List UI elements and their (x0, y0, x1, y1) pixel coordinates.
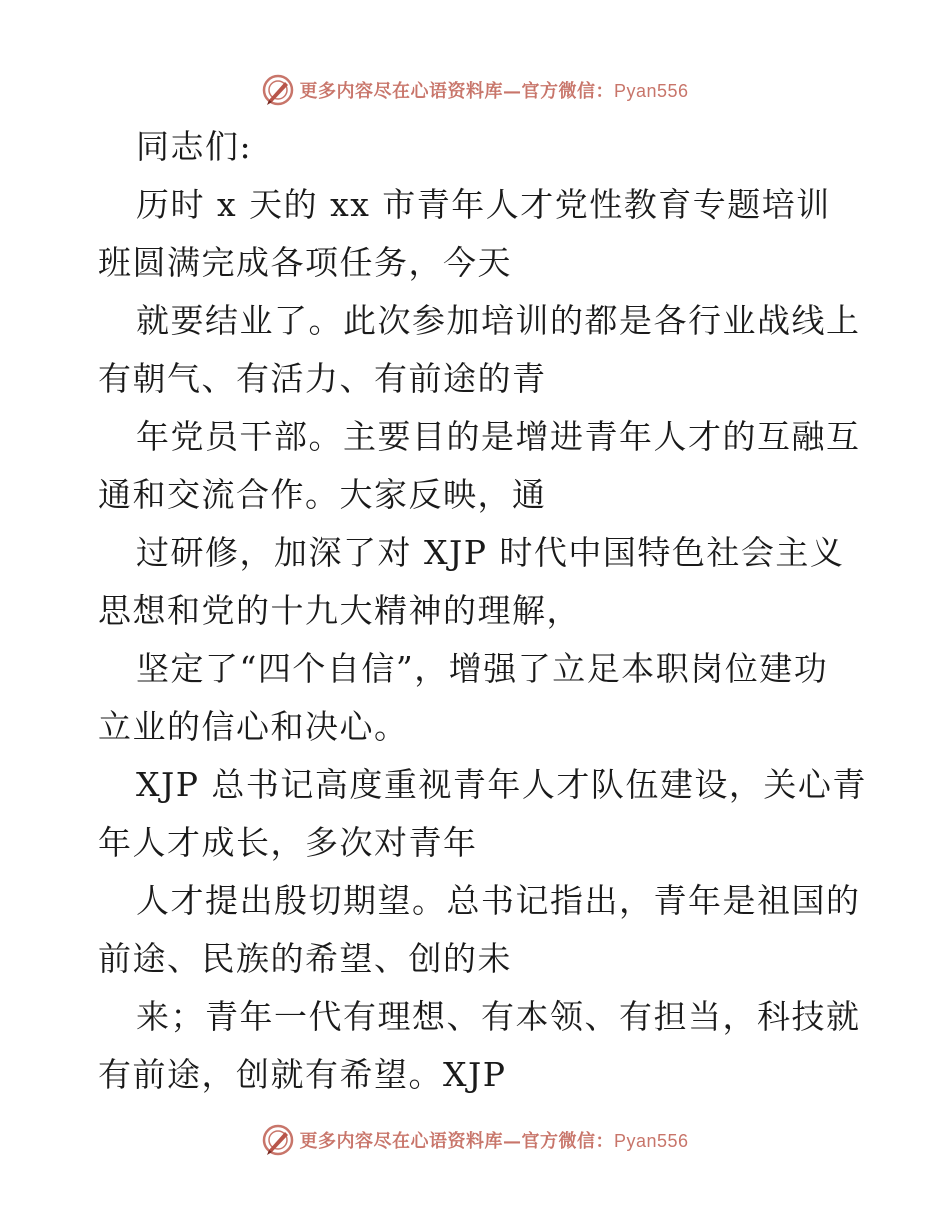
pen-logo-icon (261, 73, 295, 107)
text-line: 班圆满完成各项任务，今天 (98, 243, 512, 282)
document-body (98, 118, 867, 1104)
text-line: XJP 总书记高度重视青年人才队伍建设，关心青 (136, 765, 867, 804)
header-brand-text: 更多内容尽在心语资料库—官方微信：Pyan556 (299, 81, 689, 102)
text-line: 年人才成长，多次对青年 (98, 823, 478, 862)
text-line: 坚定了“四个自信”，增强了立足本职岗位建功 (136, 649, 829, 688)
pen-logo-icon (261, 1123, 295, 1157)
text-line: 来；青年一代有理想、有本领、有担当，科技就 (136, 997, 861, 1036)
page-footer (0, 1120, 950, 1160)
footer-wechat-id: Pyan556 (613, 1131, 689, 1151)
text-line: 通和交流合作。大家反映，通 (98, 475, 547, 514)
footer-brand-text: 更多内容尽在心语资料库—官方微信：Pyan556 (299, 1131, 689, 1152)
header-wechat-id: Pyan556 (613, 81, 689, 101)
text-line: 历时 x 天的 xx 市青年人才党性教育专题培训 (136, 185, 831, 224)
text-line: 前途、民族的希望、创的未 (98, 939, 512, 978)
text-line: 过研修，加深了对 XJP 时代中国特色社会主义 (136, 533, 845, 572)
text-line: 立业的信心和决心。 (98, 707, 409, 746)
text-line: 人才提出殷切期望。总书记指出，青年是祖国的 (136, 881, 861, 920)
text-line: 同志们: (136, 127, 253, 166)
text-line: 有前途，创就有希望。XJP (98, 1055, 507, 1094)
page-header (0, 70, 950, 110)
text-line: 有朝气、有活力、有前途的青 (98, 359, 547, 398)
text-line: 思想和党的十九大精神的理解， (98, 591, 581, 630)
text-line: 年党员干部。主要目的是增进青年人才的互融互 (136, 417, 861, 456)
text-line: 就要结业了。此次参加培训的都是各行业战线上 (136, 301, 861, 340)
